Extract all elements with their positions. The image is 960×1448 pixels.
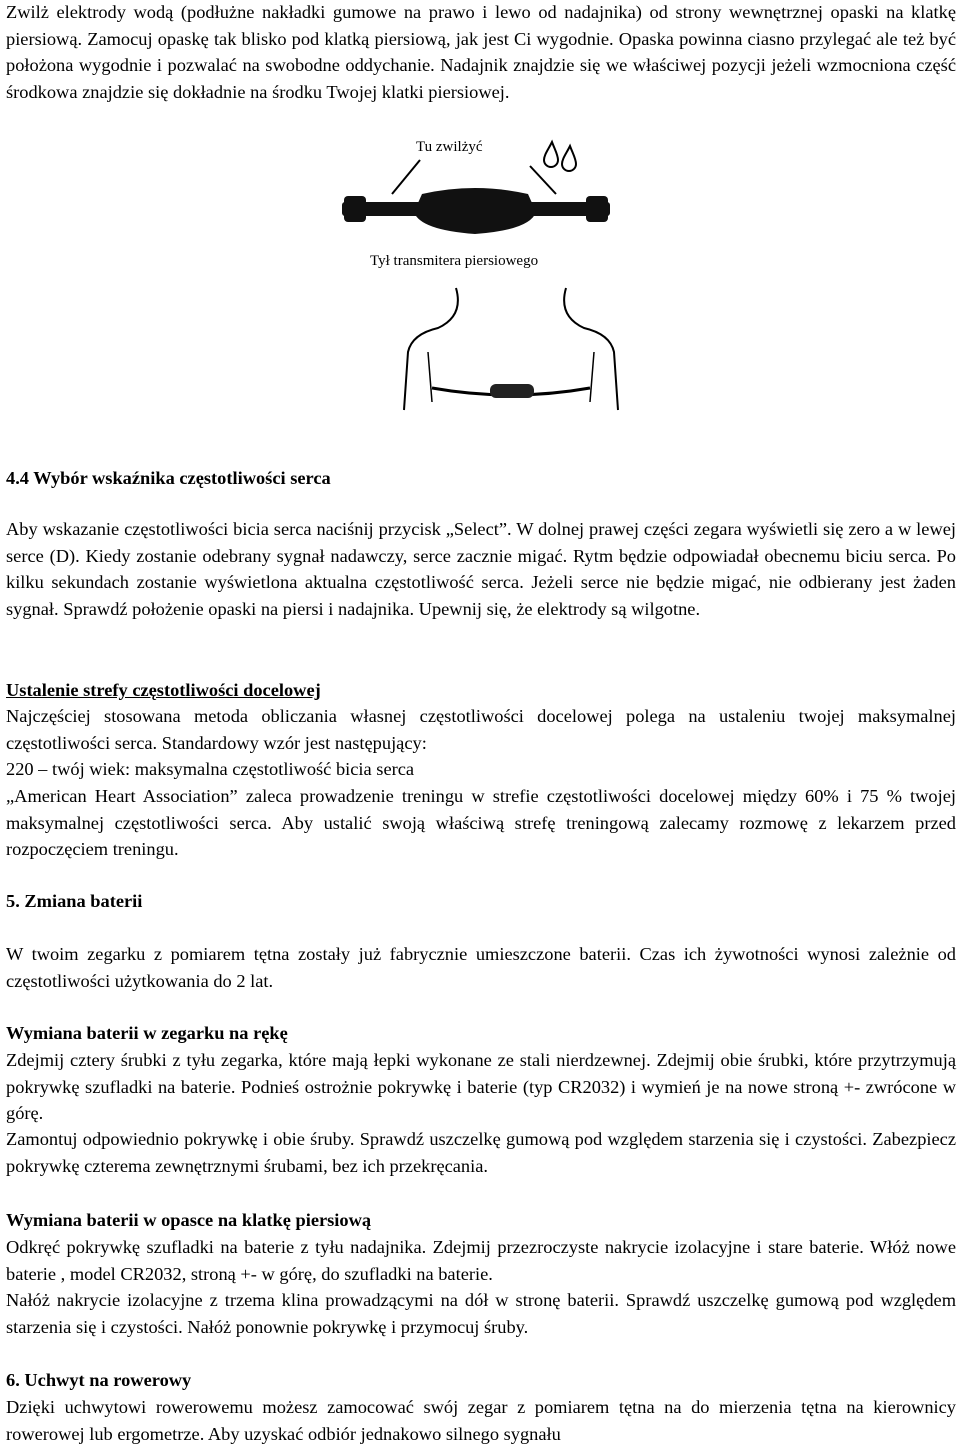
watch-battery-paragraph-1: Zdejmij cztery śrubki z tyłu zegarka, które mają łepki wykonane ze stali nierdzewnej. Zdejmij obie śrubki, które przytrzymują pokrywkę szufladki na baterie. Podnieś ostrożnie pokrywkę i baterie (typ CR2032) i wymień je na nowe stroną +- zwrócone w górę. bbox=[6, 1050, 956, 1123]
strap-battery-paragraph-1: Odkręć pokrywkę szufladki na baterie z tyłu nadajnika. Zdejmij przezroczyste nakrycie izolacyjne i stare baterie. Włóż nowe baterie , model CR2032, stroną +- w górę, do szufladki na baterie. bbox=[6, 1237, 956, 1284]
target-zone-paragraph-1: Najczęściej stosowana metoda obliczania własnej częstotliwości docelowej polega na ustaleniu twojej maksymalnej częstotliwości serca. Standardowy wzór jest następujący: bbox=[6, 706, 956, 753]
water-drops-icon bbox=[544, 142, 576, 171]
section-4-4-paragraph: Aby wskazanie częstotliwości bicia serca naciśnij przycisk „Select”. W dolnej prawej części zegara wyświetli się zero a w lewej serce (D). Kiedy zostanie odebrany sygnał nadawczy, serce zacznie migać. Rytm będzie odpowiadał obecnemu biciu serca. Po kilku sekundach zostanie wyświetlona aktualna częstotliwość serca. Jeżeli serce nie będzie migać, nie odbierany jest żaden sygnał. Sprawdź położenie opaski na piersi i nadajnika. Upewnij się, że elektrody są wilgotne. bbox=[6, 519, 956, 619]
section-6-heading: 6. Uchwyt na rowerowy bbox=[6, 1370, 192, 1390]
figure-label-back: Tył transmitera piersiowego bbox=[370, 253, 539, 269]
figure-label-moisten: Tu zwilżyć bbox=[416, 139, 483, 155]
section-5-paragraph: W twoim zegarku z pomiarem tętna zostały już fabrycznie umieszczone baterii. Czas ich żywotności wynosi zależnie od częstotliwości użytkowania do 2 lat. bbox=[6, 944, 956, 991]
watch-battery-paragraph-2: Zamontuj odpowiednio pokrywkę i obie śruby. Sprawdź uszczelkę gumową pod względem starzenia się i czystości. Zabezpiecz pokrywkę czterema zewnętrznymi śrubami, bez ich przekręcania. bbox=[6, 1129, 956, 1176]
torso-strap-illustration bbox=[398, 286, 628, 411]
watch-battery-heading: Wymiana baterii w zegarku na rękę bbox=[6, 1023, 288, 1043]
section-5-heading: 5. Zmiana baterii bbox=[6, 891, 143, 911]
target-zone-formula: 220 – twój wiek: maksymalna częstotliwość bicia serca bbox=[6, 759, 415, 779]
strap-battery-paragraph-2: Nałóż nakrycie izolacyjne z trzema klina prowadzącymi na dół w stronę baterii. Sprawdź uszczelkę gumową pod względem starzenia się i czystości. Nałóż ponownie pokrywkę i przymocuj śruby. bbox=[6, 1290, 956, 1337]
strap-battery-heading: Wymiana baterii w opasce na klatkę piersiową bbox=[6, 1210, 372, 1230]
section-4-4-heading: 4.4 Wybór wskaźnika częstotliwości serca bbox=[6, 468, 331, 488]
target-zone-paragraph-2: „American Heart Association” zaleca prowadzenie treningu w strefie częstotliwości docelowej między 60% i 75 % twojej maksymalnej częstotliwości serca. Aby ustalić swoją właściwą strefę treningową zalecamy rozmowę z lekarzem przed rozpoczęciem treningu. bbox=[6, 786, 956, 859]
target-zone-heading: Ustalenie strefy częstotliwości docelowej bbox=[6, 680, 321, 700]
intro-paragraph: Zwilż elektrody wodą (podłużne nakładki gumowe na prawo i lewo od nadajnika) od strony wewnętrznej opaski na klatkę piersiową. Zamocuj opaskę tak blisko pod klatką piersiową, jak jest Ci wygodnie. Opaska powinna ciasno przylegać ale też być położona wygodnie i pozwalać na swobodne oddychanie. Nadajnik znajdzie się we właściwej pozycji jeżeli wzmocniona część środkowa znajdzie się dokładnie na środku Twojej klatki piersiowej. bbox=[6, 2, 956, 102]
section-6-paragraph: Dzięki uchwytowi rowerowemu możesz zamocować swój zegar z pomiarem tętna na do mierzenia tętna na kierownicy rowerowej lub ergometrze. Aby uzyskać odbiór jednakowo silnego sygnału bbox=[6, 1397, 956, 1444]
